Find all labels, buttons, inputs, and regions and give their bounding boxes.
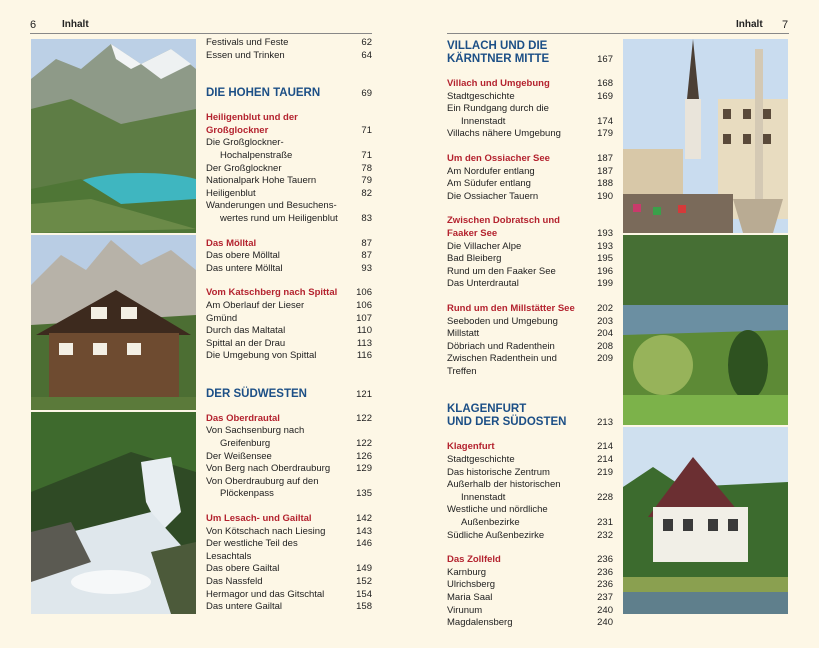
toc-entry[interactable]: Am Oberlauf der Lieser 106 (206, 299, 372, 311)
toc-entry-line: Von Oberdrauburg auf den (206, 475, 319, 487)
toc-entry[interactable]: Stadtgeschichte 214 (447, 454, 613, 466)
toc-entry[interactable]: Am Nordufer entlang 187 (447, 165, 613, 177)
toc-subheading[interactable]: Das Zollfeld 236 (447, 554, 613, 566)
toc-entry[interactable]: Das Nassfeld 152 (206, 576, 372, 587)
toc-subheading[interactable]: Um den Ossiacher See 187 (447, 152, 613, 164)
toc-entry[interactable]: Karnburg 236 (447, 566, 613, 578)
toc-entry[interactable]: Spittal an der Drau 113 (206, 337, 372, 349)
toc-entry[interactable]: Das untere Mölltal 93 (206, 262, 372, 274)
toc-entry[interactable]: Am Südufer entlang 188 (447, 178, 613, 190)
toc-entry[interactable]: Virunum 240 (447, 604, 613, 616)
toc-entry[interactable]: Bad Bleiberg 195 (447, 253, 613, 265)
toc-entry[interactable]: Gmünd 107 (206, 312, 372, 324)
toc-column-left (206, 37, 372, 614)
toc-entry[interactable]: Millstatt 204 (447, 328, 613, 340)
toc-entry[interactable]: Hochalpenstraße 71 (220, 149, 372, 161)
right-page-number: 7 (782, 19, 789, 31)
toc-subheading-line: Heiligenblut und der (206, 112, 298, 124)
toc-entry[interactable]: Der westliche Teil des Lesachtals 146 (206, 538, 372, 562)
toc-subheading[interactable]: Klagenfurt 214 (447, 441, 613, 453)
toc-entry[interactable]: Die Villacher Alpe 193 (447, 240, 613, 252)
toc-entry-line: Westliche und nördliche (447, 504, 548, 516)
toc-entry[interactable]: Außenbezirke 231 (461, 517, 613, 529)
toc-entry[interactable]: Heiligenblut 82 (206, 187, 372, 199)
right-running-header: Inhalt (736, 19, 763, 30)
toc-entry[interactable]: Magdalensberg 240 (447, 617, 613, 629)
toc-section-heading-line: KLAGENFURT (447, 403, 527, 416)
toc-subheading[interactable]: Um Lesach- und Gailtal 142 (206, 513, 372, 525)
toc-entry[interactable]: Seeboden und Umgebung 203 (447, 315, 613, 327)
villach-square-photo (623, 39, 788, 233)
toc-entry[interactable]: Das obere Gailtal 149 (206, 563, 372, 575)
toc-entry[interactable]: Das historische Zentrum 219 (447, 466, 613, 478)
toc-entry[interactable]: wertes rund um Heiligenblut 83 (220, 212, 372, 224)
toc-entry[interactable]: Villachs nähere Umgebung 179 (447, 128, 613, 140)
toc-section-heading[interactable]: DER SÜDWESTEN 121 (206, 387, 372, 400)
toc-column-right (447, 40, 613, 630)
toc-entry[interactable]: Maria Saal 237 (447, 592, 613, 603)
lakeside-villa-photo (623, 427, 788, 614)
toc-entry-line: Von Sachsenburg nach (206, 425, 305, 437)
toc-entry[interactable]: Das Unterdrautal 199 (447, 278, 613, 290)
toc-entry[interactable]: Von Kötschach nach Liesing 143 (206, 525, 372, 537)
right-header-rule (447, 33, 789, 34)
toc-entry[interactable]: Rund um den Faaker See 196 (447, 265, 613, 277)
toc-subheading[interactable]: Rund um den Millstätter See 202 (447, 302, 613, 314)
toc-entry[interactable]: Hermagor und das Gitschtal 154 (206, 588, 372, 600)
left-page-number: 6 (30, 19, 37, 31)
toc-section-heading[interactable]: UND DER SÜDOSTEN 213 (447, 416, 613, 429)
waterfall-photo (31, 412, 196, 614)
toc-entry[interactable]: Die Umgebung von Spittal 116 (206, 350, 372, 362)
toc-subheading-line: Zwischen Dobratsch und (447, 215, 560, 227)
toc-subheading[interactable]: Großglockner 71 (206, 124, 372, 136)
toc-section-heading[interactable]: KÄRNTNER MITTE 167 (447, 53, 613, 65)
toc-section-heading-line: VILLACH UND DIE (447, 40, 548, 52)
toc-entry-line: Ein Rundgang durch die (447, 103, 549, 115)
left-header-rule (30, 33, 372, 34)
toc-entry[interactable]: Das untere Gailtal 158 (206, 601, 372, 613)
toc-entry[interactable]: Greifenburg 122 (220, 438, 372, 450)
toc-entry[interactable]: Stadtgeschichte 169 (447, 90, 613, 102)
toc-entry[interactable]: Der Großglockner 78 (206, 162, 372, 174)
toc-entry[interactable]: Die Ossiacher Tauern 190 (447, 190, 613, 202)
toc-entry[interactable]: Innenstadt 174 (461, 115, 613, 127)
toc-entry[interactable]: Ulrichsberg 236 (447, 579, 613, 591)
toc-entry[interactable]: Durch das Maltatal 110 (206, 325, 372, 337)
toc-subheading[interactable]: Das Mölltal 87 (206, 237, 372, 249)
toc-entry-line: Wanderungen und Besuchens- (206, 200, 337, 212)
toc-entry[interactable]: Das obere Mölltal 87 (206, 250, 372, 262)
toc-entry[interactable]: Nationalpark Hohe Tauern 79 (206, 175, 372, 187)
toc-subheading[interactable]: Das Oberdrautal 122 (206, 412, 372, 424)
toc-subheading[interactable]: Villach und Umgebung 168 (447, 78, 613, 89)
toc-entry[interactable]: Festivals und Feste 62 (206, 37, 372, 48)
toc-entry[interactable]: Döbriach und Radenthein 208 (447, 340, 613, 352)
toc-entry[interactable]: Zwischen Radenthein und Treffen 209 (447, 353, 613, 377)
alpine-reservoir-photo (31, 39, 196, 233)
toc-entry-line: Die Großglockner- (206, 137, 284, 149)
toc-subheading[interactable]: Vom Katschberg nach Spittal 106 (206, 287, 372, 299)
lake-meadow-photo (623, 235, 788, 425)
toc-entry[interactable]: Der Weißensee 126 (206, 450, 372, 462)
toc-entry-line: Außerhalb der historischen (447, 479, 561, 491)
left-running-header: Inhalt (62, 19, 89, 30)
toc-entry[interactable]: Innenstadt 228 (461, 491, 613, 503)
toc-section-heading[interactable]: DIE HOHEN TAUERN 69 (206, 87, 372, 100)
mountain-chalet-photo (31, 235, 196, 410)
toc-entry[interactable]: Plöckenpass 135 (220, 488, 372, 500)
toc-entry[interactable]: Südliche Außenbezirke 232 (447, 529, 613, 541)
toc-entry[interactable]: Essen und Trinken 64 (206, 49, 372, 61)
toc-entry[interactable]: Von Berg nach Oberdrauburg 129 (206, 463, 372, 475)
toc-subheading[interactable]: Faaker See 193 (447, 227, 613, 239)
